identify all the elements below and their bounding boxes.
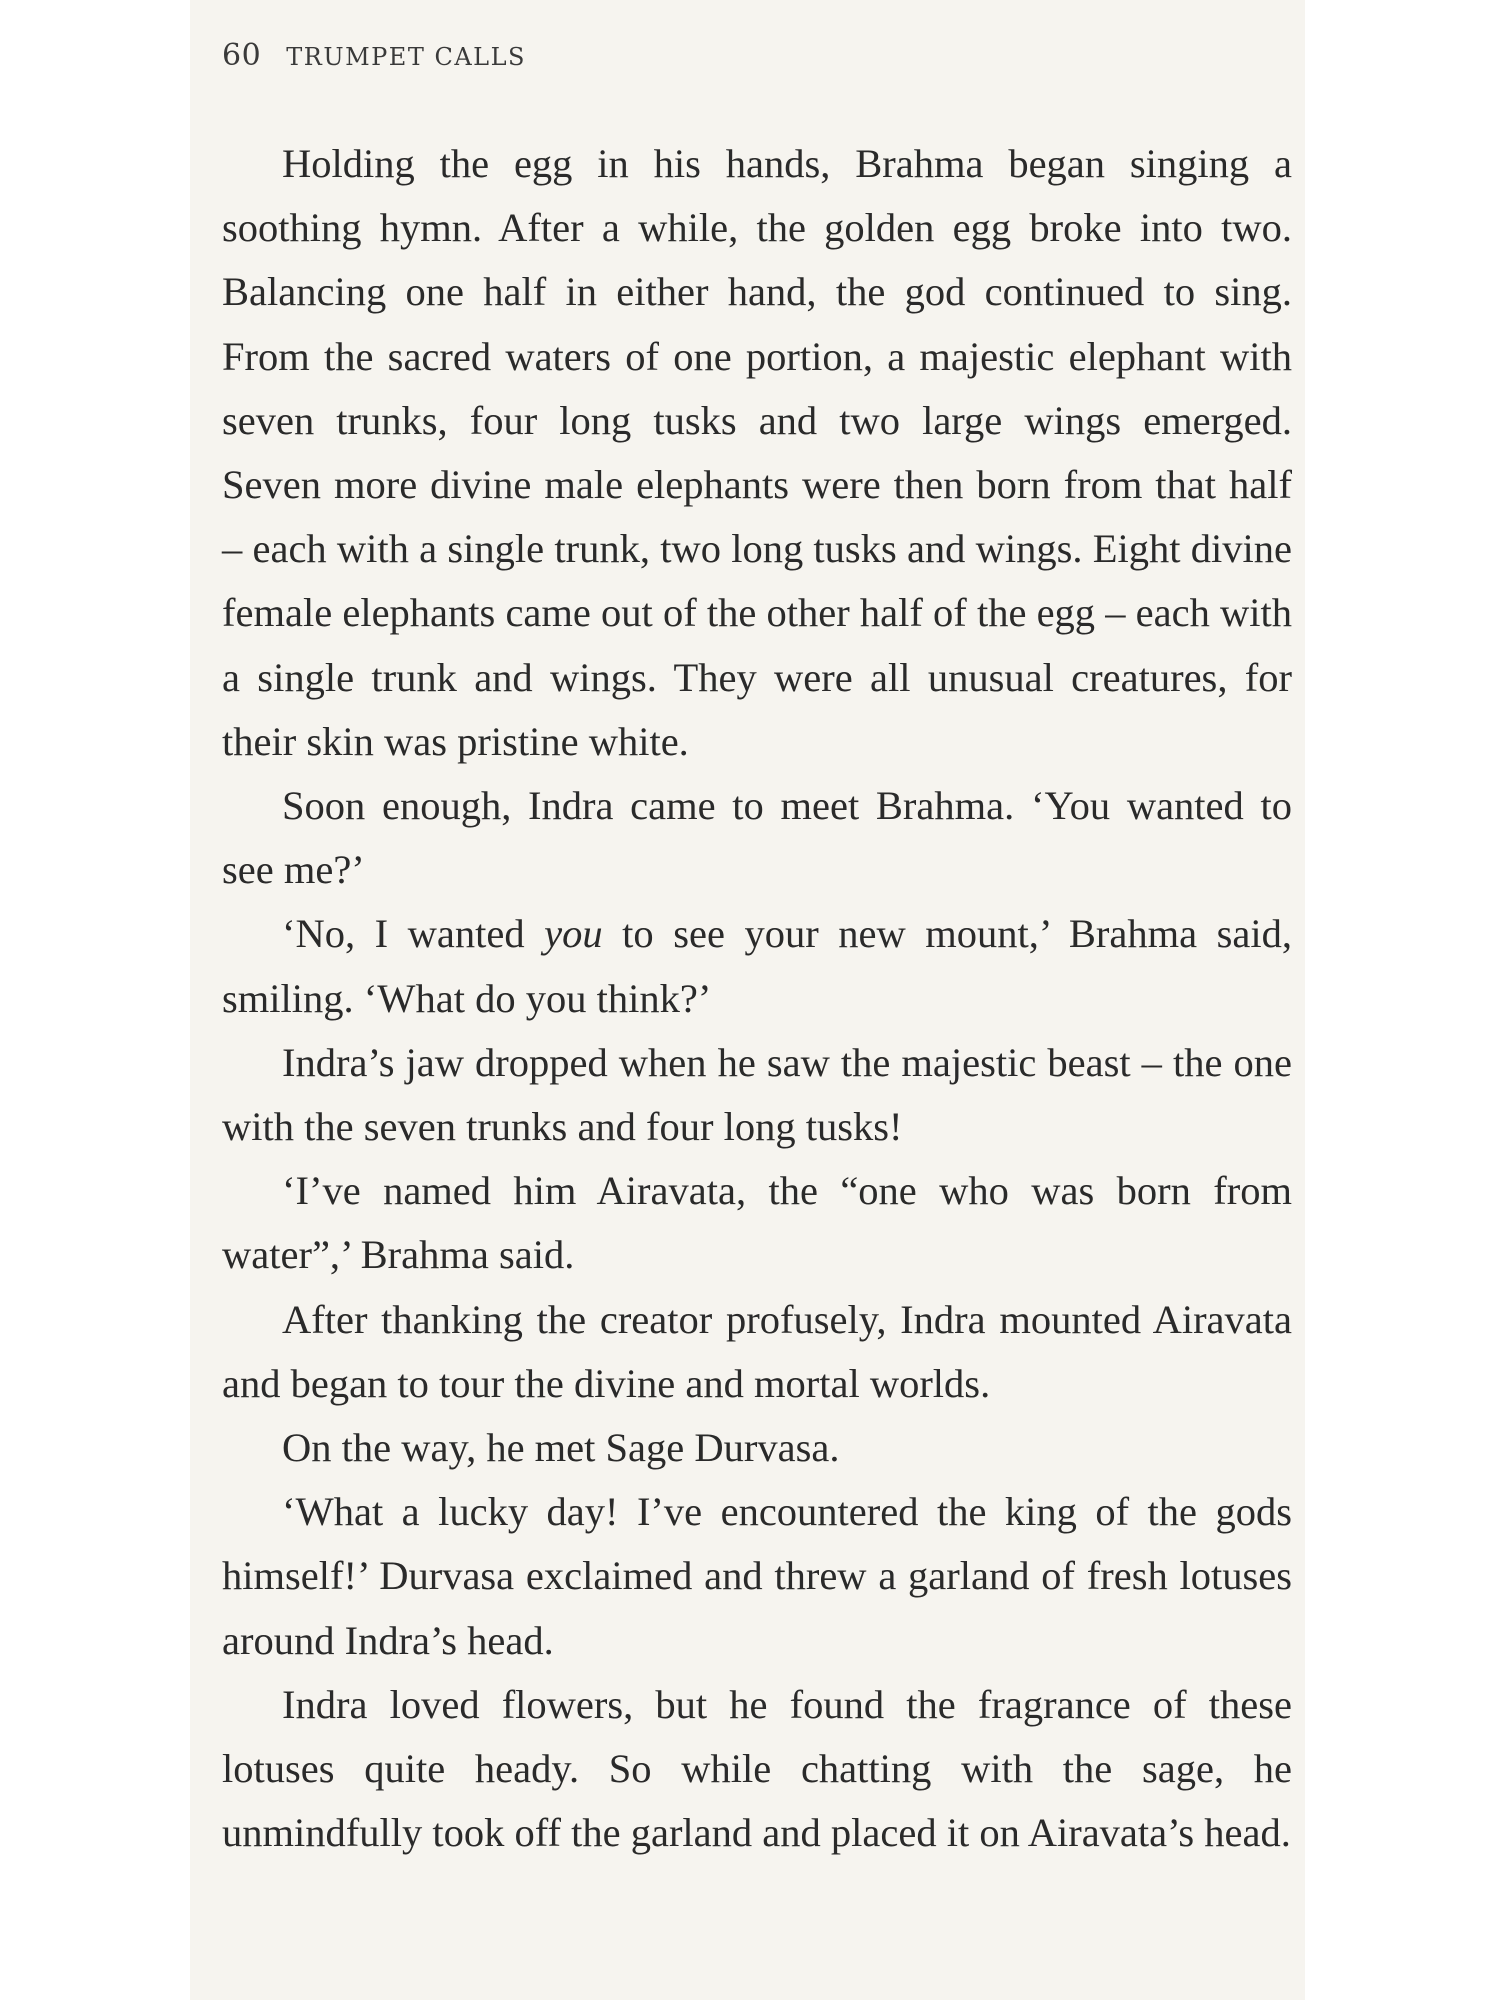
paragraph-tour: After thanking the creator profusely, Indra mounted Airavata and began to tour the divine and mortal worlds. xyxy=(222,1296,1292,1406)
emphasis-you: you xyxy=(544,911,603,957)
page-number: 60 xyxy=(222,38,262,73)
paragraph-new-mount-end: to see your new mount,’ Brahma said, smiling. ‘What do you think?’ xyxy=(222,911,1292,1021)
book-page xyxy=(190,0,1305,2000)
body-text xyxy=(222,132,1292,1865)
paragraph-jaw-dropped: Indra’s jaw dropped when he saw the majestic beast – the one with the seven trunks and four long tusks! xyxy=(222,1039,1292,1150)
page-header xyxy=(222,38,526,73)
running-head: TRUMPET CALLS xyxy=(286,43,526,71)
paragraph-meet-durvasa: On the way, he met Sage Durvasa. xyxy=(282,1425,840,1471)
paragraph-egg-hatching: Holding the egg in his hands, Brahma began singing a soothing hymn. After a while, the golden egg broke into two. Balancing one half in either hand, the god continued to sing. From the sacred waters of one portion, a majestic elephant with seven trunks, four long tusks and two large wings emerged. Seven more divine male elephants were then born from that half – each with a single trunk, two long tusks and wings. Eight divine female elephants came out of the other half of the egg – each with a single trunk and wings. They were all unusual creatures, for their skin was pristine white. xyxy=(222,141,1292,764)
paragraph-indra-arrives: Soon enough, Indra came to meet Brahma. ‘You wanted to see me?’ xyxy=(222,783,1292,893)
paragraph-garland: ‘What a lucky day! I’ve encountered the king of the gods himself!’ Durvasa exclaimed and threw a garland of fresh lotuses around Indra’s head. xyxy=(222,1489,1292,1663)
paragraph-fragrance: Indra loved flowers, but he found the fragrance of these lotuses quite heady. So while chatting with the sage, he unmindfully took off the garland and placed it on Airavata’s head. xyxy=(222,1681,1292,1856)
paragraph-new-mount-start: ‘No, I wanted xyxy=(282,911,545,957)
paragraph-new-mount xyxy=(222,902,1292,1030)
paragraph-naming-airavata: ‘I’ve named him Airavata, the “one who was born from water”,’ Brahma said. xyxy=(222,1168,1292,1278)
